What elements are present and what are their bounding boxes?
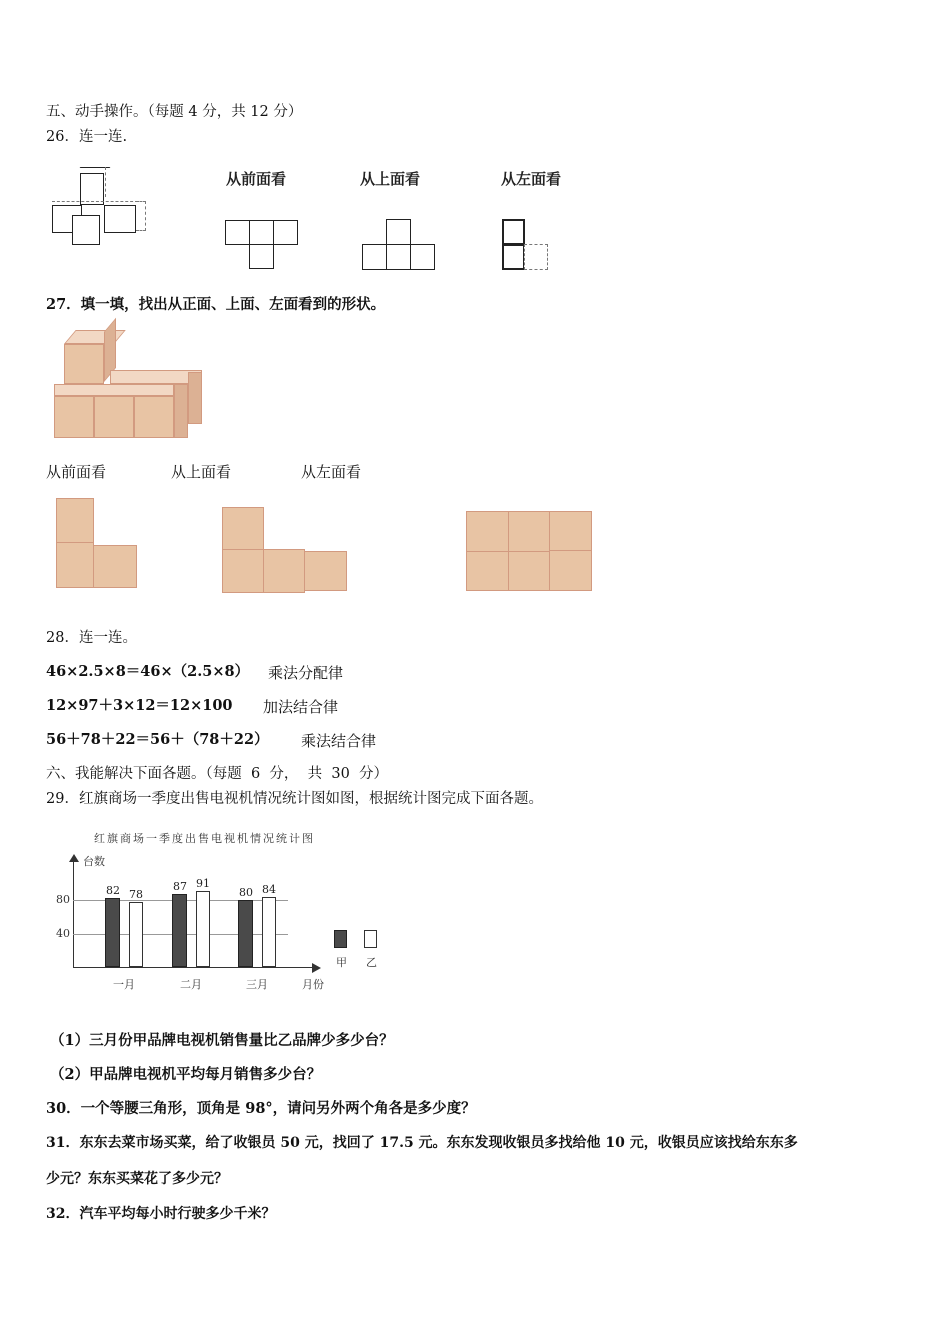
bar-yi-feb bbox=[196, 891, 210, 967]
q31-line-1: 31．东东去菜市场买菜，给了收银员 50 元，找回了 17.5 元。东东发现收银员多找给他 10 元，收银员应该找给东东多 bbox=[46, 1135, 798, 1151]
section-5-heading: 五、动手操作。（每题 4 分，共 12 分） bbox=[46, 104, 303, 120]
bar-chart bbox=[40, 820, 400, 1000]
chart-title: 红旗商场一季度出售电视机情况统计图 bbox=[94, 832, 315, 845]
q27-front-view-shape bbox=[56, 498, 140, 590]
value-label: 82 bbox=[106, 884, 120, 897]
value-label: 84 bbox=[262, 883, 276, 896]
left-view-shape-icon[interactable] bbox=[502, 219, 557, 271]
q28-expr-1[interactable]: 46×2.5×8＝46×（2.5×8） bbox=[46, 663, 250, 680]
q30-text: 30．一个等腰三角形，顶角是 98°，请问另外两个角各是多少度？ bbox=[46, 1100, 476, 1117]
q27-label-left: 从左面看 bbox=[301, 463, 362, 481]
q26-label-left: 从左面看 bbox=[501, 170, 562, 188]
q27-3d-cube-figure bbox=[50, 328, 205, 440]
section-6-heading: 六、我能解决下面各题。（每题 6 分， 共 30 分） bbox=[46, 766, 389, 782]
x-axis-arrow-icon bbox=[312, 963, 321, 973]
value-label: 91 bbox=[196, 877, 210, 890]
front-view-shape-icon[interactable] bbox=[225, 220, 301, 272]
bar-yi-jan bbox=[129, 902, 143, 967]
y-axis-label: 台数 bbox=[83, 855, 105, 868]
q28-title: 28．连一连。 bbox=[46, 630, 137, 646]
q27-label-front: 从前面看 bbox=[46, 463, 107, 481]
x-tick-mar: 三月 bbox=[246, 978, 268, 991]
top-view-shape-icon[interactable] bbox=[362, 219, 438, 271]
q27-left-view-shape bbox=[466, 511, 594, 593]
x-tick-feb: 二月 bbox=[180, 978, 202, 991]
y-tick-80: 80 bbox=[56, 893, 70, 906]
y-axis-arrow-icon bbox=[69, 854, 79, 862]
q31-line-2: 少元？东东买菜花了多少元？ bbox=[46, 1171, 228, 1187]
q29-sub-2: （2）甲品牌电视机平均每月销售多少台？ bbox=[50, 1066, 322, 1083]
value-label: 87 bbox=[173, 880, 187, 893]
x-tick-jan: 一月 bbox=[113, 978, 135, 991]
q26-label-top: 从上面看 bbox=[360, 170, 421, 188]
q28-expr-3[interactable]: 56＋78＋22＝56＋（78＋22） bbox=[46, 731, 269, 748]
value-label: 80 bbox=[239, 886, 253, 899]
q28-law-2[interactable]: 加法结合律 bbox=[263, 698, 339, 716]
bar-yi-mar bbox=[262, 897, 276, 967]
q28-law-1[interactable]: 乘法分配律 bbox=[268, 664, 344, 682]
legend-yi-swatch bbox=[364, 930, 377, 948]
value-label: 78 bbox=[129, 888, 143, 901]
y-tick-40: 40 bbox=[56, 927, 70, 940]
bar-jia-jan bbox=[105, 898, 120, 967]
q26-title: 26．连一连. bbox=[46, 129, 128, 145]
legend-jia-swatch bbox=[334, 930, 347, 948]
q28-law-3[interactable]: 乘法结合律 bbox=[301, 732, 377, 750]
q27-label-top: 从上面看 bbox=[171, 463, 232, 481]
q27-title: 27．填一填，找出从正面、上面、左面看到的形状。 bbox=[46, 296, 386, 313]
bar-jia-mar bbox=[238, 900, 253, 967]
legend-jia-label: 甲 bbox=[336, 956, 347, 969]
q26-label-front: 从前面看 bbox=[226, 170, 287, 188]
q29-sub-1: （1）三月份甲品牌电视机销售量比乙品牌少多少台？ bbox=[50, 1032, 394, 1049]
q26-3d-figure bbox=[50, 165, 150, 245]
x-axis-label: 月份 bbox=[302, 978, 324, 991]
q27-top-view-shape bbox=[222, 507, 352, 595]
q32-text: 32．汽车平均每小时行驶多少千米？ bbox=[46, 1206, 276, 1222]
q29-title: 29．红旗商场一季度出售电视机情况统计图如图，根据统计图完成下面各题。 bbox=[46, 791, 543, 807]
q28-expr-2[interactable]: 12×97＋3×12＝12×100 bbox=[46, 697, 233, 714]
legend-yi-label: 乙 bbox=[366, 956, 377, 969]
bar-jia-feb bbox=[172, 894, 187, 967]
